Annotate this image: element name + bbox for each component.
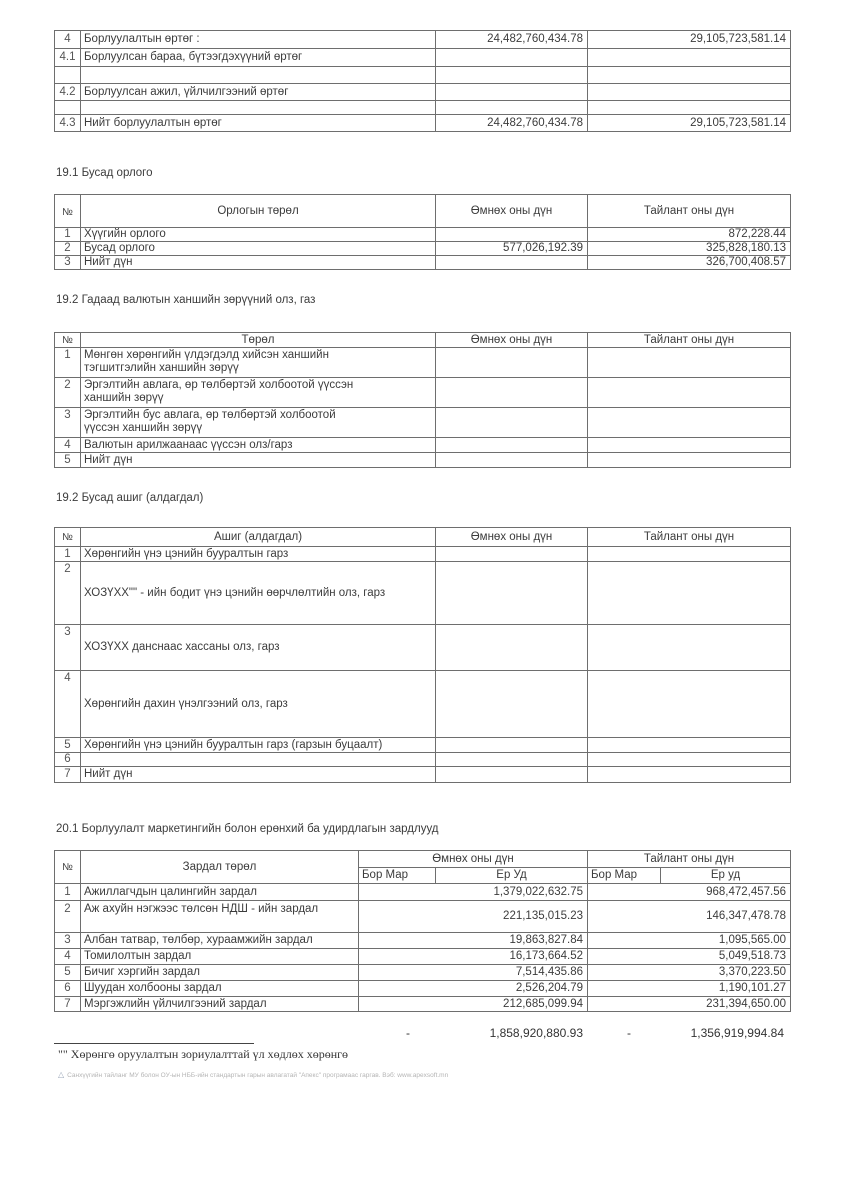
row-number: 4 (55, 438, 81, 453)
row-label: Нийт дүн (81, 453, 436, 468)
prev-year-amount (436, 256, 588, 270)
table-row (55, 408, 791, 438)
prev-year-amount (436, 408, 588, 438)
row-number: 2 (55, 378, 81, 408)
row-label (81, 67, 436, 84)
current-year-amount (588, 348, 791, 378)
table-row (55, 949, 791, 965)
table-row (55, 981, 791, 997)
row-label: Хөрөнгийн дахин үнэлгээний олз, гарз (81, 671, 436, 738)
current-year-amount (588, 453, 791, 468)
prev-year-amount (436, 49, 588, 67)
fx-gain-loss-table (54, 332, 791, 468)
total-prev-general-admin: 1,858,920,880.93 (489, 1026, 583, 1040)
current-year-amount: 325,828,180.13 (588, 242, 791, 256)
row-number: 4.3 (55, 115, 81, 132)
current-year-amount (588, 438, 791, 453)
prev-sales-marketing-amount (359, 884, 436, 901)
section-title-expenses: 20.1 Борлуулалт маркетингийн болон ерөнхий ба удирдлагын зардлууд (56, 823, 439, 835)
row-number: 6 (55, 753, 81, 767)
table-row (55, 67, 791, 84)
prev-year-amount (436, 101, 588, 115)
table-row (55, 671, 791, 738)
row-number: 1 (55, 547, 81, 562)
watermark-text: Санхүүгийн тайланг МУ болон ОУ-ын НББ-ийн стандартын гарын авлагатай "Апекс" програмаас гаргав. Вэб: www.apexsoft.mn (67, 1072, 449, 1079)
current-year-amount (588, 625, 791, 671)
current-year-amount (588, 562, 791, 625)
header-prev-year: Өмнөх оны дүн (359, 851, 588, 868)
row-number: 3 (55, 408, 81, 438)
row-number: 2 (55, 562, 81, 625)
cur-sales-marketing-amount (588, 933, 661, 949)
row-label: Эргэлтийн бус авлага, өр төлбөртэй холбоотой үүссэн ханшийн зөрүү (81, 408, 436, 438)
current-year-amount (588, 671, 791, 738)
header-current-year: Тайлант оны дүн (588, 333, 791, 348)
cur-sales-marketing-amount (588, 981, 661, 997)
row-label: Борлуулалтын өртөг : (81, 31, 436, 49)
prev-sales-marketing-amount (359, 933, 436, 949)
header-no: № (55, 528, 81, 547)
header-prev-year: Өмнөх оны дүн (436, 333, 588, 348)
table-row (55, 49, 791, 67)
row-number: 4.1 (55, 49, 81, 67)
prev-year-amount (436, 378, 588, 408)
prev-year-amount (436, 625, 588, 671)
header-current-year: Тайлант оны дүн (588, 851, 791, 868)
current-year-amount: 872,228.44 (588, 228, 791, 242)
current-year-amount (588, 753, 791, 767)
prev-sales-marketing-amount (359, 965, 436, 981)
cur-general-admin-amount: 231,394,650.00 (661, 997, 791, 1012)
row-number: 5 (55, 453, 81, 468)
row-number: 4 (55, 31, 81, 49)
prev-general-admin-amount: 7,514,435.86 (436, 965, 588, 981)
prev-year-amount (436, 84, 588, 101)
table-row (55, 31, 791, 49)
row-label (81, 101, 436, 115)
header-no: № (55, 195, 81, 228)
row-number: 1 (55, 884, 81, 901)
row-label: Томилолтын зардал (81, 949, 359, 965)
prev-sales-marketing-amount (359, 997, 436, 1012)
current-year-amount (588, 49, 791, 67)
section-title-other-income: 19.1 Бусад орлого (56, 167, 153, 179)
prev-year-amount (436, 738, 588, 753)
table-row (55, 738, 791, 753)
header-type: Орлогын төрөл (81, 195, 436, 228)
prev-year-amount (436, 453, 588, 468)
prev-year-amount (436, 348, 588, 378)
table-header-row (55, 851, 791, 868)
table-row (55, 453, 791, 468)
table-row (55, 884, 791, 901)
row-number: 7 (55, 767, 81, 783)
row-label: Хөрөнгийн үнэ цэнийн бууралтын гарз (81, 547, 436, 562)
prev-year-amount: 577,026,192.39 (436, 242, 588, 256)
software-watermark (58, 1070, 448, 1079)
cur-sales-marketing-amount (588, 884, 661, 901)
row-number: 2 (55, 242, 81, 256)
table-row (55, 562, 791, 625)
table-row (55, 242, 791, 256)
prev-sales-marketing-amount (359, 981, 436, 997)
current-year-amount (588, 378, 791, 408)
table-row (55, 767, 791, 783)
prev-year-amount (436, 228, 588, 242)
row-number: 1 (55, 228, 81, 242)
prev-year-amount (436, 438, 588, 453)
row-number: 7 (55, 997, 81, 1012)
table-row (55, 933, 791, 949)
current-year-amount (588, 84, 791, 101)
row-label: ХОЗҮХХ данснаас хассаны олз, гарз (81, 625, 436, 671)
header-current-year: Тайлант оны дүн (588, 195, 791, 228)
table-row (55, 84, 791, 101)
row-label: Ажиллагчдын цалингийн зардал (81, 884, 359, 901)
cur-general-admin-amount: 146,347,478.78 (661, 901, 791, 933)
table-row (55, 901, 791, 933)
row-number: 6 (55, 981, 81, 997)
table-row (55, 115, 791, 132)
prev-year-amount (436, 547, 588, 562)
table-row (55, 997, 791, 1012)
row-label: ХОЗҮХХ"" - ийн бодит үнэ цэнийн өөрчлөлтийн олз, гарз (81, 562, 436, 625)
prev-general-admin-amount: 2,526,204.79 (436, 981, 588, 997)
cur-general-admin-amount: 3,370,223.50 (661, 965, 791, 981)
prev-general-admin-amount: 1,379,022,632.75 (436, 884, 588, 901)
row-label: Нийт дүн (81, 767, 436, 783)
current-year-amount (588, 408, 791, 438)
row-number: 1 (55, 348, 81, 378)
cur-sales-marketing-amount (588, 997, 661, 1012)
table-row (55, 101, 791, 115)
row-label: Албан татвар, төлбөр, хураамжийн зардал (81, 933, 359, 949)
prev-year-amount (436, 671, 588, 738)
header-no: № (55, 851, 81, 884)
table-row (55, 625, 791, 671)
total-cur-sales-marketing: - (627, 1026, 631, 1040)
prev-year-amount: 24,482,760,434.78 (436, 115, 588, 132)
other-gain-loss-table (54, 527, 791, 783)
table-row (55, 547, 791, 562)
header-type: Ашиг (алдагдал) (81, 528, 436, 547)
header-current-year: Тайлант оны дүн (588, 528, 791, 547)
section-title-fx-gain-loss: 19.2 Гадаад валютын ханшийн зөрүүний олз, газ (56, 294, 316, 306)
header-prev-general-admin: Ер Уд (436, 868, 588, 884)
row-label: Аж ахуйн нэгжээс төлсөн НДШ - ийн зардал (81, 901, 359, 933)
current-year-amount (588, 738, 791, 753)
cur-sales-marketing-amount (588, 965, 661, 981)
prev-general-admin-amount: 16,173,664.52 (436, 949, 588, 965)
row-label: Борлуулсан бараа, бүтээгдэхүүний өртөг (81, 49, 436, 67)
row-number: 4 (55, 671, 81, 738)
prev-general-admin-amount: 19,863,827.84 (436, 933, 588, 949)
cur-general-admin-amount: 968,472,457.56 (661, 884, 791, 901)
row-label: Валютын арилжаанаас үүссэн олз/гарз (81, 438, 436, 453)
table-row (55, 228, 791, 242)
table-row (55, 965, 791, 981)
cur-general-admin-amount: 5,049,518.73 (661, 949, 791, 965)
header-no: № (55, 333, 81, 348)
row-label: Мэргэжлийн үйлчилгээний зардал (81, 997, 359, 1012)
current-year-amount: 29,105,723,581.14 (588, 115, 791, 132)
row-label: Бусад орлого (81, 242, 436, 256)
prev-general-admin-amount: 212,685,099.94 (436, 997, 588, 1012)
row-label: Шуудан холбооны зардал (81, 981, 359, 997)
cur-sales-marketing-amount (588, 901, 661, 933)
header-cur-sales-marketing: Бор Мар (588, 868, 661, 884)
header-cur-general-admin: Ер уд (661, 868, 791, 884)
cur-sales-marketing-amount (588, 949, 661, 965)
prev-year-amount (436, 767, 588, 783)
row-label: Нийт борлуулалтын өртөг (81, 115, 436, 132)
header-prev-year: Өмнөх оны дүн (436, 195, 588, 228)
row-number: 3 (55, 625, 81, 671)
row-label: Эргэлтийн авлага, өр төлбөртэй холбоотой үүссэн ханшийн зөрүү (81, 378, 436, 408)
current-year-amount (588, 101, 791, 115)
row-number: 5 (55, 965, 81, 981)
cur-general-admin-amount: 1,190,101.27 (661, 981, 791, 997)
total-cur-general-admin: 1,356,919,994.84 (690, 1026, 784, 1040)
row-number: 4 (55, 949, 81, 965)
table-row (55, 256, 791, 270)
table-header-row (55, 195, 791, 228)
prev-year-amount (436, 67, 588, 84)
apex-logo-icon: △ (58, 1070, 65, 1079)
table-row (55, 378, 791, 408)
expenses-table (54, 850, 791, 1012)
row-number (55, 67, 81, 84)
row-number: 4.2 (55, 84, 81, 101)
footnote-text: "" Хөрөнгө оруулалтын зориулалттай үл хөдлөх хөрөнгө (58, 1047, 349, 1061)
header-type: Зардал төрөл (81, 851, 359, 884)
row-number: 5 (55, 738, 81, 753)
current-year-amount (588, 547, 791, 562)
table-header-row (55, 333, 791, 348)
row-label: Хөрөнгийн үнэ цэнийн бууралтын гарз (гарзын буцаалт) (81, 738, 436, 753)
footnote-separator (54, 1043, 254, 1044)
table-row (55, 753, 791, 767)
current-year-amount: 29,105,723,581.14 (588, 31, 791, 49)
row-label: Бичиг хэргийн зардал (81, 965, 359, 981)
table-row (55, 348, 791, 378)
row-label: Хүүгийн орлого (81, 228, 436, 242)
row-number (55, 101, 81, 115)
total-prev-sales-marketing: - (406, 1026, 410, 1040)
row-number: 3 (55, 933, 81, 949)
header-prev-year: Өмнөх оны дүн (436, 528, 588, 547)
prev-year-amount (436, 753, 588, 767)
row-label (81, 753, 436, 767)
row-number: 3 (55, 256, 81, 270)
prev-sales-marketing-amount (359, 901, 436, 933)
prev-year-amount (436, 562, 588, 625)
prev-general-admin-amount: 221,135,015.23 (436, 901, 588, 933)
row-label: Борлуулсан ажил, үйлчилгээний өртөг (81, 84, 436, 101)
current-year-amount: 326,700,408.57 (588, 256, 791, 270)
section-title-other-gain-loss: 19.2 Бусад ашиг (алдагдал) (56, 492, 204, 504)
header-type: Төрөл (81, 333, 436, 348)
cur-general-admin-amount: 1,095,565.00 (661, 933, 791, 949)
row-number: 2 (55, 901, 81, 933)
row-label: Нийт дүн (81, 256, 436, 270)
current-year-amount (588, 67, 791, 84)
cost-of-sales-table (54, 30, 791, 132)
other-income-table (54, 194, 791, 270)
row-label: Мөнгөн хөрөнгийн үлдэгдэлд хийсэн ханшийн тэгшитгэлийн ханшийн зөрүү (81, 348, 436, 378)
current-year-amount (588, 767, 791, 783)
prev-year-amount: 24,482,760,434.78 (436, 31, 588, 49)
prev-sales-marketing-amount (359, 949, 436, 965)
table-header-row (55, 528, 791, 547)
table-row (55, 438, 791, 453)
header-prev-sales-marketing: Бор Мар (359, 868, 436, 884)
